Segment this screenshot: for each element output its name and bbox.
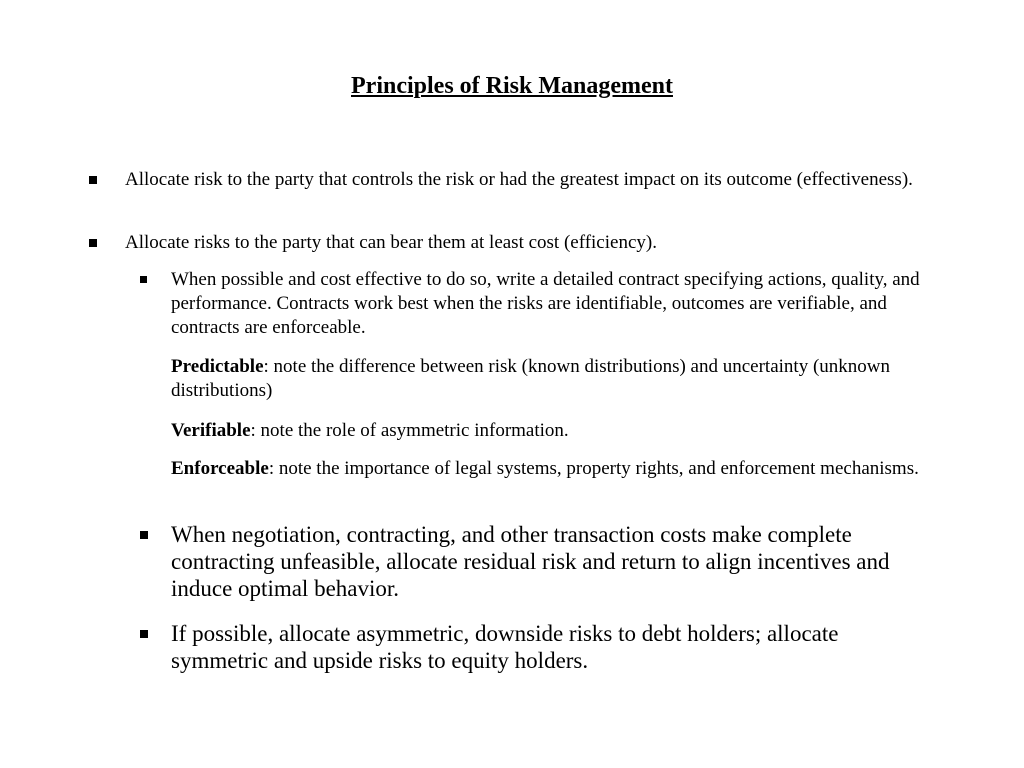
bullet-text: Allocate risk to the party that controls the risk or had the greatest impact on its outcome (effectiveness).	[125, 169, 913, 190]
bullet-text: Allocate risks to the party that can bear them at least cost (efficiency).	[125, 232, 657, 253]
note-text: : note the importance of legal systems, property rights, and enforcement mechanisms.	[268, 458, 919, 479]
note-predictable	[171, 355, 931, 403]
note-text: : note the role of asymmetric information.	[250, 420, 569, 441]
square-bullet-icon	[140, 531, 148, 539]
page-title: Principles of Risk Management	[351, 73, 673, 99]
square-bullet-icon	[89, 176, 97, 184]
square-bullet-icon	[140, 630, 148, 638]
bullet-text: When possible and cost effective to do so, write a detailed contract specifying actions, quality, and performance. Contracts work best when the risks are identifiable, outcomes are verifiable, and contracts are enforceable.	[171, 269, 920, 338]
square-bullet-icon	[140, 276, 147, 283]
sub-bullet-debt-equity	[171, 620, 941, 674]
term-enforceable: Enforceable	[171, 458, 269, 479]
note-verifiable	[171, 419, 931, 443]
note-text: : note the difference between risk (known distributions) and uncertainty (unknown distributions)	[171, 356, 890, 401]
term-verifiable: Verifiable	[171, 420, 251, 441]
term-predictable: Predictable	[171, 356, 264, 377]
bullet-text: If possible, allocate asymmetric, downside risks to debt holders; allocate symmetric and upside risks to equity holders.	[171, 621, 839, 673]
bullet-text: When negotiation, contracting, and other transaction costs make complete contracting unfeasible, allocate residual risk and return to align incentives and induce optimal behavior.	[171, 522, 890, 601]
square-bullet-icon	[89, 239, 97, 247]
note-enforceable	[171, 457, 931, 481]
sub-bullet-residual-risk	[171, 521, 941, 602]
